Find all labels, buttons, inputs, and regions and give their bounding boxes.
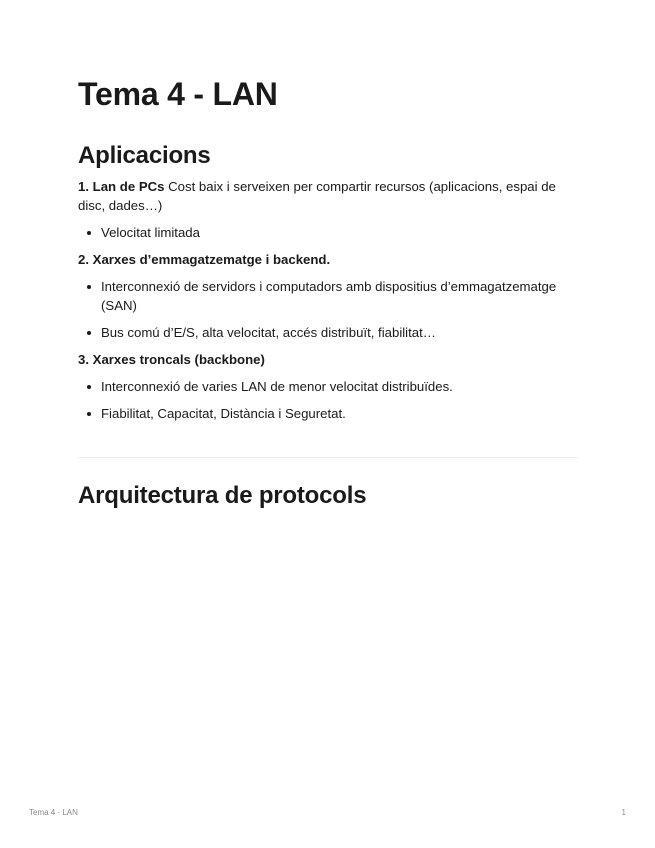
list-item: Fiabilitat, Capacitat, Distància i Seguretat. (78, 404, 578, 423)
page-title: Tema 4 - LAN (78, 76, 278, 112)
item-3-paragraph (78, 350, 578, 369)
item-1-bullet-list (78, 223, 578, 242)
item-3-bullet-list (78, 377, 578, 423)
item-2-bullet-list (78, 277, 578, 342)
section-divider (78, 457, 578, 458)
list-item: Interconnexió de varies LAN de menor velocitat distribuïdes. (78, 377, 578, 396)
list-item: Bus comú d’E/S, alta velocitat, accés distribuït, fiabilitat… (78, 323, 578, 342)
list-item: Velocitat limitada (78, 223, 578, 242)
section-heading-arquitectura: Arquitectura de protocols (78, 482, 367, 509)
item-2-paragraph (78, 250, 578, 269)
list-item: Interconnexió de servidors i computadors amb dispositius d’emmagatzematge (SAN) (78, 277, 578, 315)
item-1-label: 1. Lan de PCs (78, 179, 165, 194)
item-3-label: 3. Xarxes troncals (backbone) (78, 352, 265, 367)
footer-document-title: Tema 4 - LAN (29, 808, 78, 817)
item-2-label: 2. Xarxes d’emmagatzematge i backend. (78, 252, 331, 267)
item-1-text: Cost baix i serveixen per compartir recursos (aplicacions, espai de disc, dades…) (78, 179, 556, 213)
section-heading-aplicacions: Aplicacions (78, 142, 211, 169)
item-1-paragraph (78, 177, 578, 215)
footer-page-number: 1 (621, 808, 626, 817)
